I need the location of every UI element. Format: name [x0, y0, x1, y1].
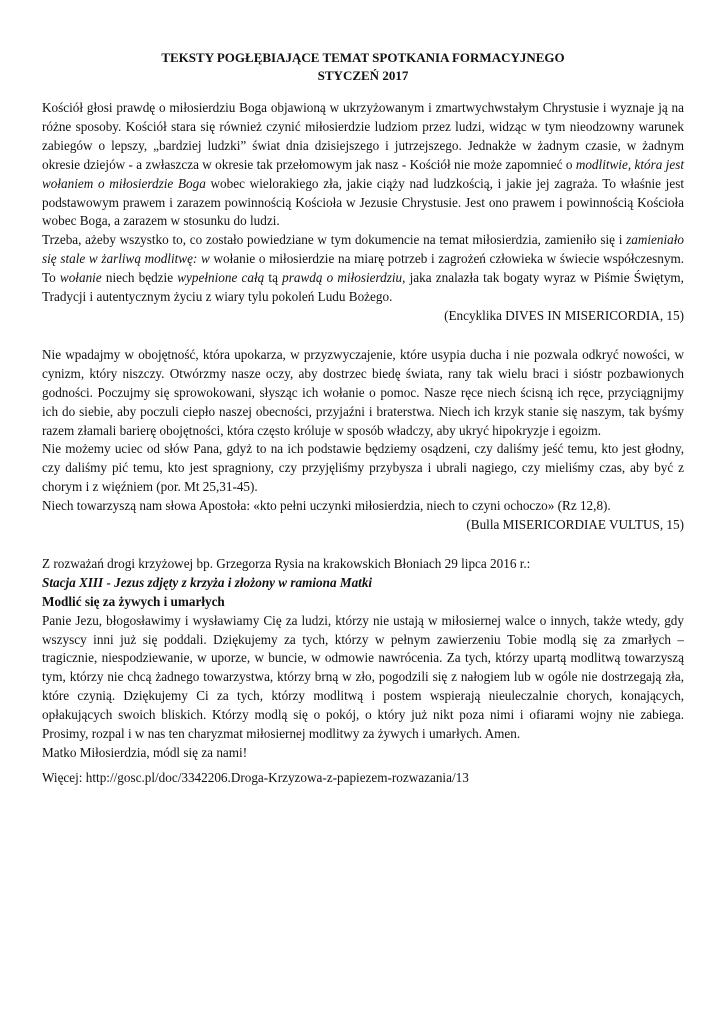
encyclical-citation: (Encyklika DIVES IN MISERICORDIA, 15): [444, 307, 684, 323]
prayer-text: Panie Jezu, błogosławimy i wysławiamy Cię za ludzi, którzy nie ustają w miłosiernej walce o innych, także wtedy, gdy wszyscy inni już się poddali. Dziękujemy za tych, którzy w pełnym zawierzeniu Tobie modlą się za zmarłych – tragicznie, niespodziewanie, w uporze, w buncie, w odmowie nawrócenia. Za tych, którzy upartą modlitwą towarzyszą tym, którzy nie chcą żadnego towarzystwa, którzy brną w zło, pogodzili się z nałogiem lub w ogóle nie dostrzegają zła, które czynią. Dziękujemy Ci za tych, którzy modlitwą i postem wspierają nieuleczalnie chorych, konających, opłakujących swoich bliskich. Którzy modlą się o pokój, o który już nikt poza nimi i ofiarami wojny nie zabiega. Prosimy, rozpal i w nas ten charyzmat miłosiernej modlitwy za żywych i umarłych. Amen.: [42, 612, 684, 742]
document-subtitle: STYCZEŃ 2017: [317, 68, 409, 83]
italic-phrase: modlitwie, która jest wołaniem o miłosierdzie Boga: [42, 156, 684, 191]
document-title: TEKSTY POGŁĘBIAJĄCE TEMAT SPOTKANIA FORMACYJNEGO: [161, 50, 565, 65]
encyclical-paragraph-1: Kościół głosi prawdę o miłosierdziu Boga objawioną w ukrzyżowanym i zmartwychwstałym Chrystusie i wyznaje ją na różne sposoby. Kościół stara się również czynić miłosierdzie ludziom przez ludzi, widząc w tym nieodzowny warunek zabiegów o lepszy, „bardziej ludzki” świat dnia dzisiejszego i jutrzejszego. Jednakże w żadnym czasie, w żadnym okresie dziejów - a zwłaszcza w okresie tak przełomowym jak nasz - Kościół nie może zapomnieć o modlitwie, która jest wołaniem o miłosierdzie Boga wobec wielorakiego zła, jakie ciąży nad ludzkością, i jakie jej zagraża. To właśnie jest podstawowym prawem i zarazem powinnością Kościoła w Jezusie Chrystusie. Jest ono prawem i powinnością Kościoła wobec Boga, a zarazem w stosunku do ludzi.: [42, 100, 684, 229]
encyclical-paragraph-2: Trzeba, ażeby wszystko to, co zostało powiedziane w tym dokumencie na temat miłosierdzia, zamieniło się i zamieniało się stale w żarliwą modlitwę: w wołanie o miłosierdzie na miarę potrzeb i zagrożeń człowieka w świecie współczesnym. To wołanie niech będzie wypełnione całą tą prawdą o miłosierdziu, jaka znalazła tak bogaty wyraz w Piśmie Świętym, Tradycji i autentycznym życiu z wiary tylu pokoleń Ludu Bożego.: [42, 232, 685, 305]
italic-phrase: zamieniało się stale w żarliwą modlitwę: w: [42, 232, 684, 267]
bull-citation: (Bulla MISERICORDIAE VULTUS, 15): [466, 517, 684, 533]
bull-paragraph-2: Nie możemy uciec od słów Pana, gdyż to na ich podstawie będziemy osądzeni, czy daliśmy jeść temu, kto jest głodny, czy daliśmy pić temu, kto jest spragniony, czy przyjęliśmy przybysza i ubrali nagiego, czy mieliśmy czas, aby być z chorym i z więźniem (por. Mt 25,31-45).: [42, 441, 684, 495]
closing-invocation: Matko Miłosierdzia, módl się za nami!: [42, 745, 248, 760]
way-of-cross-intro: Z rozważań drogi krzyżowej bp. Grzegorza Rysia na krakowskich Błoniach 29 lipca 2016 r.:: [42, 555, 531, 571]
document-page: [42, 49, 684, 788]
bull-paragraph-1: Nie wpadajmy w obojętność, która upokarza, w przyzwyczajenie, które usypia ducha i nie pozwala odkryć nowości, w cynizm, który niszczy. Otwórzmy nasze oczy, aby dostrzec biedę świata, rany tak wielu braci i sióstr pozbawionych godności. Poczujmy się sprowokowani, słysząc ich wołanie o pomoc. Nasze ręce niech ścisną ich ręce, przyciągnijmy ich do siebie, aby poczuli ciepło naszej obecności, przyjaźni i braterstwa. Niech ich krzyk stanie się naszym, tak byśmy razem złamali barierę obojętności, która często króluje w sposób władczy, aby ukryć hipokryzje i egoizm.: [42, 346, 684, 438]
station-title: Stacja XIII - Jezus zdjęty z krzyża i złożony w ramiona Matki: [42, 574, 373, 590]
bull-paragraph-3: Niech towarzyszą nam słowa Apostoła: «kto pełni uczynki miłosierdzia, niech to czyni ochoczo» (Rz 12,8).: [42, 498, 611, 514]
italic-phrase: wypełnione całą: [177, 270, 265, 286]
italic-phrase: wołanie: [59, 270, 102, 286]
italic-phrase: prawdą o miłosierdziu: [282, 270, 403, 286]
prayer-heading: Modlić się za żywych i umarłych: [42, 593, 225, 609]
more-info-link: Więcej: http://gosc.pl/doc/3342206.Droga-Krzyzowa-z-papiezem-rozwazania/13: [42, 769, 469, 785]
